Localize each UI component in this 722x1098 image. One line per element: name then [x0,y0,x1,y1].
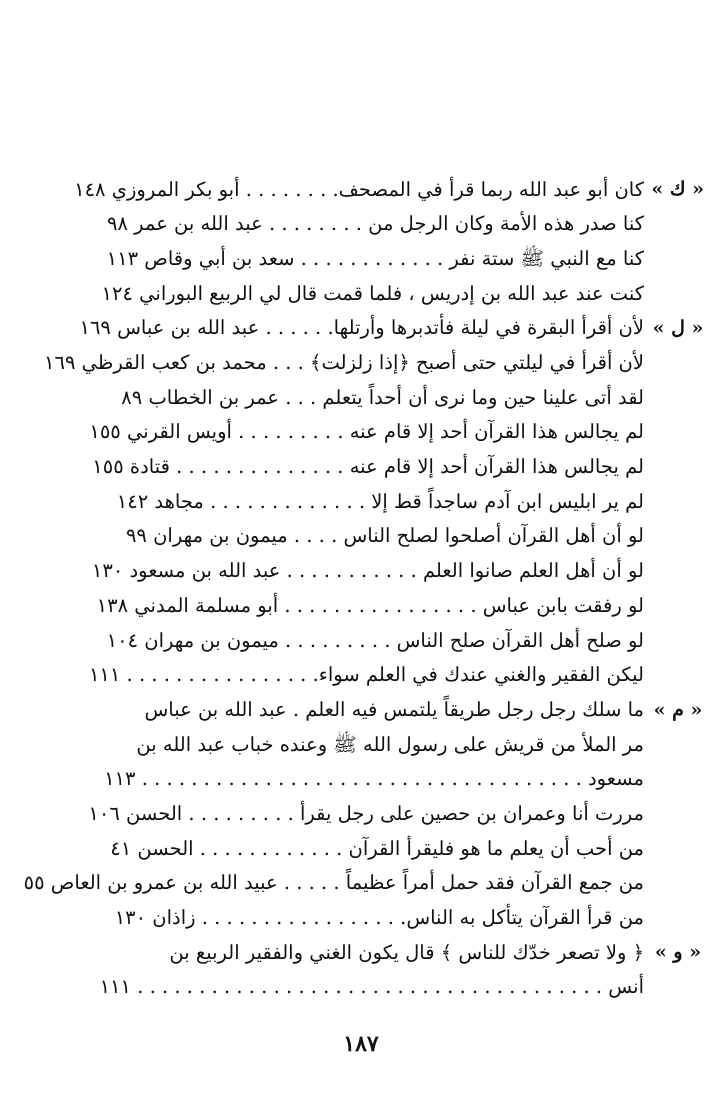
index-entry: ما سلك رجل رجل طريقاً يلتمس فيه العلم . عبد الله بن عباس [144,697,644,721]
index-row [72,588,644,623]
index-entry: من أحب أن يعلم ما هو فليقرأ القرآن . . . . . . . . . . . . الحسن ٤١ [110,836,644,860]
index-entry: كان أبو عبد الله ربما قرأ في المصحف. . . . . . . . أبو بكر المروزي ١٤٨ [74,177,644,201]
index-row [72,970,644,1005]
index-entry: أنس . . . . . . . . . . . . . . . . . . . . . . . . . . . . . . . . . . . . . . ١١١ [99,975,644,999]
index-entry: من قرأ القرآن يتأكل به الناس. . . . . . . . . . . . . . . . . زاذان ١٣٠ [114,906,644,930]
index-entry: مررت أنا وعمران بن حصين على رجل يقرأ . . . . . . . . . الحسن ١٠٦ [88,801,644,825]
index-row [44,345,644,380]
index-row [72,831,644,866]
index-row [72,311,704,346]
index-row [72,692,703,727]
index-row [72,762,644,797]
index-row [72,554,644,589]
index-entry: كنا مع النبي ﷺ ستة نفر . . . . . . . . . . . . سعد بن أبي وقاص ١١٣ [106,246,644,270]
index-row [72,207,644,242]
index-row [72,935,702,970]
index-row [72,484,644,519]
index-row [72,450,644,485]
index-row [72,241,644,276]
index-entry: لقد أتى علينا حين وما نرى أن أحداً يتعلم . . . عمر بن الخطاب ٨٩ [121,385,644,409]
index-entry: مر الملأ من قريش على رسول الله ﷺ وعنده خباب عبد الله بن [136,732,644,756]
index-row [72,276,644,311]
index-row [72,900,644,935]
index-entry: لم ير ابليس ابن آدم ساجداً قط إلا . . . . . . . . . . . . . مجاهد ١٤٢ [116,489,644,513]
index-entry: لم يجالس هذا القرآن أحد إلا قام عنه . . . . . . . . . . . . . . قتادة ١٥٥ [92,455,644,479]
index-row [72,415,644,450]
index-entry: لم يجالس هذا القرآن أحد إلا قام عنه . . . . . . . . . أويس القرني ١٥٥ [89,420,644,444]
index-row [72,796,644,831]
index-entry: كنا صدر هذه الأمة وكان الرجل من . . . . . . . . عبد الله بن عمر ٩٨ [107,212,644,236]
index-entry: ﴿ ولا تصعر خدّك للناس ﴾ قال يكون الغني والفقير الربيع بن [169,940,644,964]
index-row [72,380,644,415]
index-row [72,172,704,207]
index-list [23,172,704,1005]
section-letter: « ل » [652,317,704,340]
index-entry: ليكن الفقير والغني عندك في العلم سواء. . . . . . . . . . . . . . . . ١١١ [88,663,644,687]
index-entry: لو أن أهل العلم صانوا العلم . . . . . . . . . . . عبد الله بن مسعود ١٣٠ [91,559,644,583]
index-row [72,519,644,554]
index-row [23,866,644,901]
index-entry: لو رفقت بابن عباس . . . . . . . . . . . . . . . . أبو مسلمة المدني ١٣٨ [96,593,644,617]
index-entry: لو صلح أهل القرآن صلح الناس . . . . . . . . . ميمون بن مهران ١٠٤ [106,628,644,652]
page-number: ١٨٧ [343,1031,379,1057]
index-row [72,727,644,762]
index-row [72,623,644,658]
index-entry: لأن أقرأ في ليلتي حتى أصبح ﴿إذا زلزلت﴾ . . . محمد بن كعب القرظي ١٦٩ [44,351,644,375]
index-entry: لو أن أهل القرآن أصلحوا لصلح الناس . . . . ميمون بن مهران ٩٩ [125,524,644,548]
index-row [72,658,644,693]
index-entry: مسعود . . . . . . . . . . . . . . . . . . . . . . . . . . . . . . . . . . . . ١١٣ [104,767,644,791]
section-letter: « ك » [651,178,704,201]
index-entry: كنت عند عبد الله بن إدريس ، فلما قمت قال لي الربيع البوراني ١٢٤ [101,281,644,305]
index-entry: من جمع القرآن فقد حمل أمراً عظيماً . . . . . عبيد الله بن عمرو بن العاص ٥٥ [23,871,644,895]
index-entry: لأن أقرأ البقرة في ليلة فأتدبرها وأرتلها. . . . . . عبد الله بن عباس ١٦٩ [79,316,644,340]
section-letter: « م » [653,698,703,721]
section-letter: « و » [654,941,702,964]
